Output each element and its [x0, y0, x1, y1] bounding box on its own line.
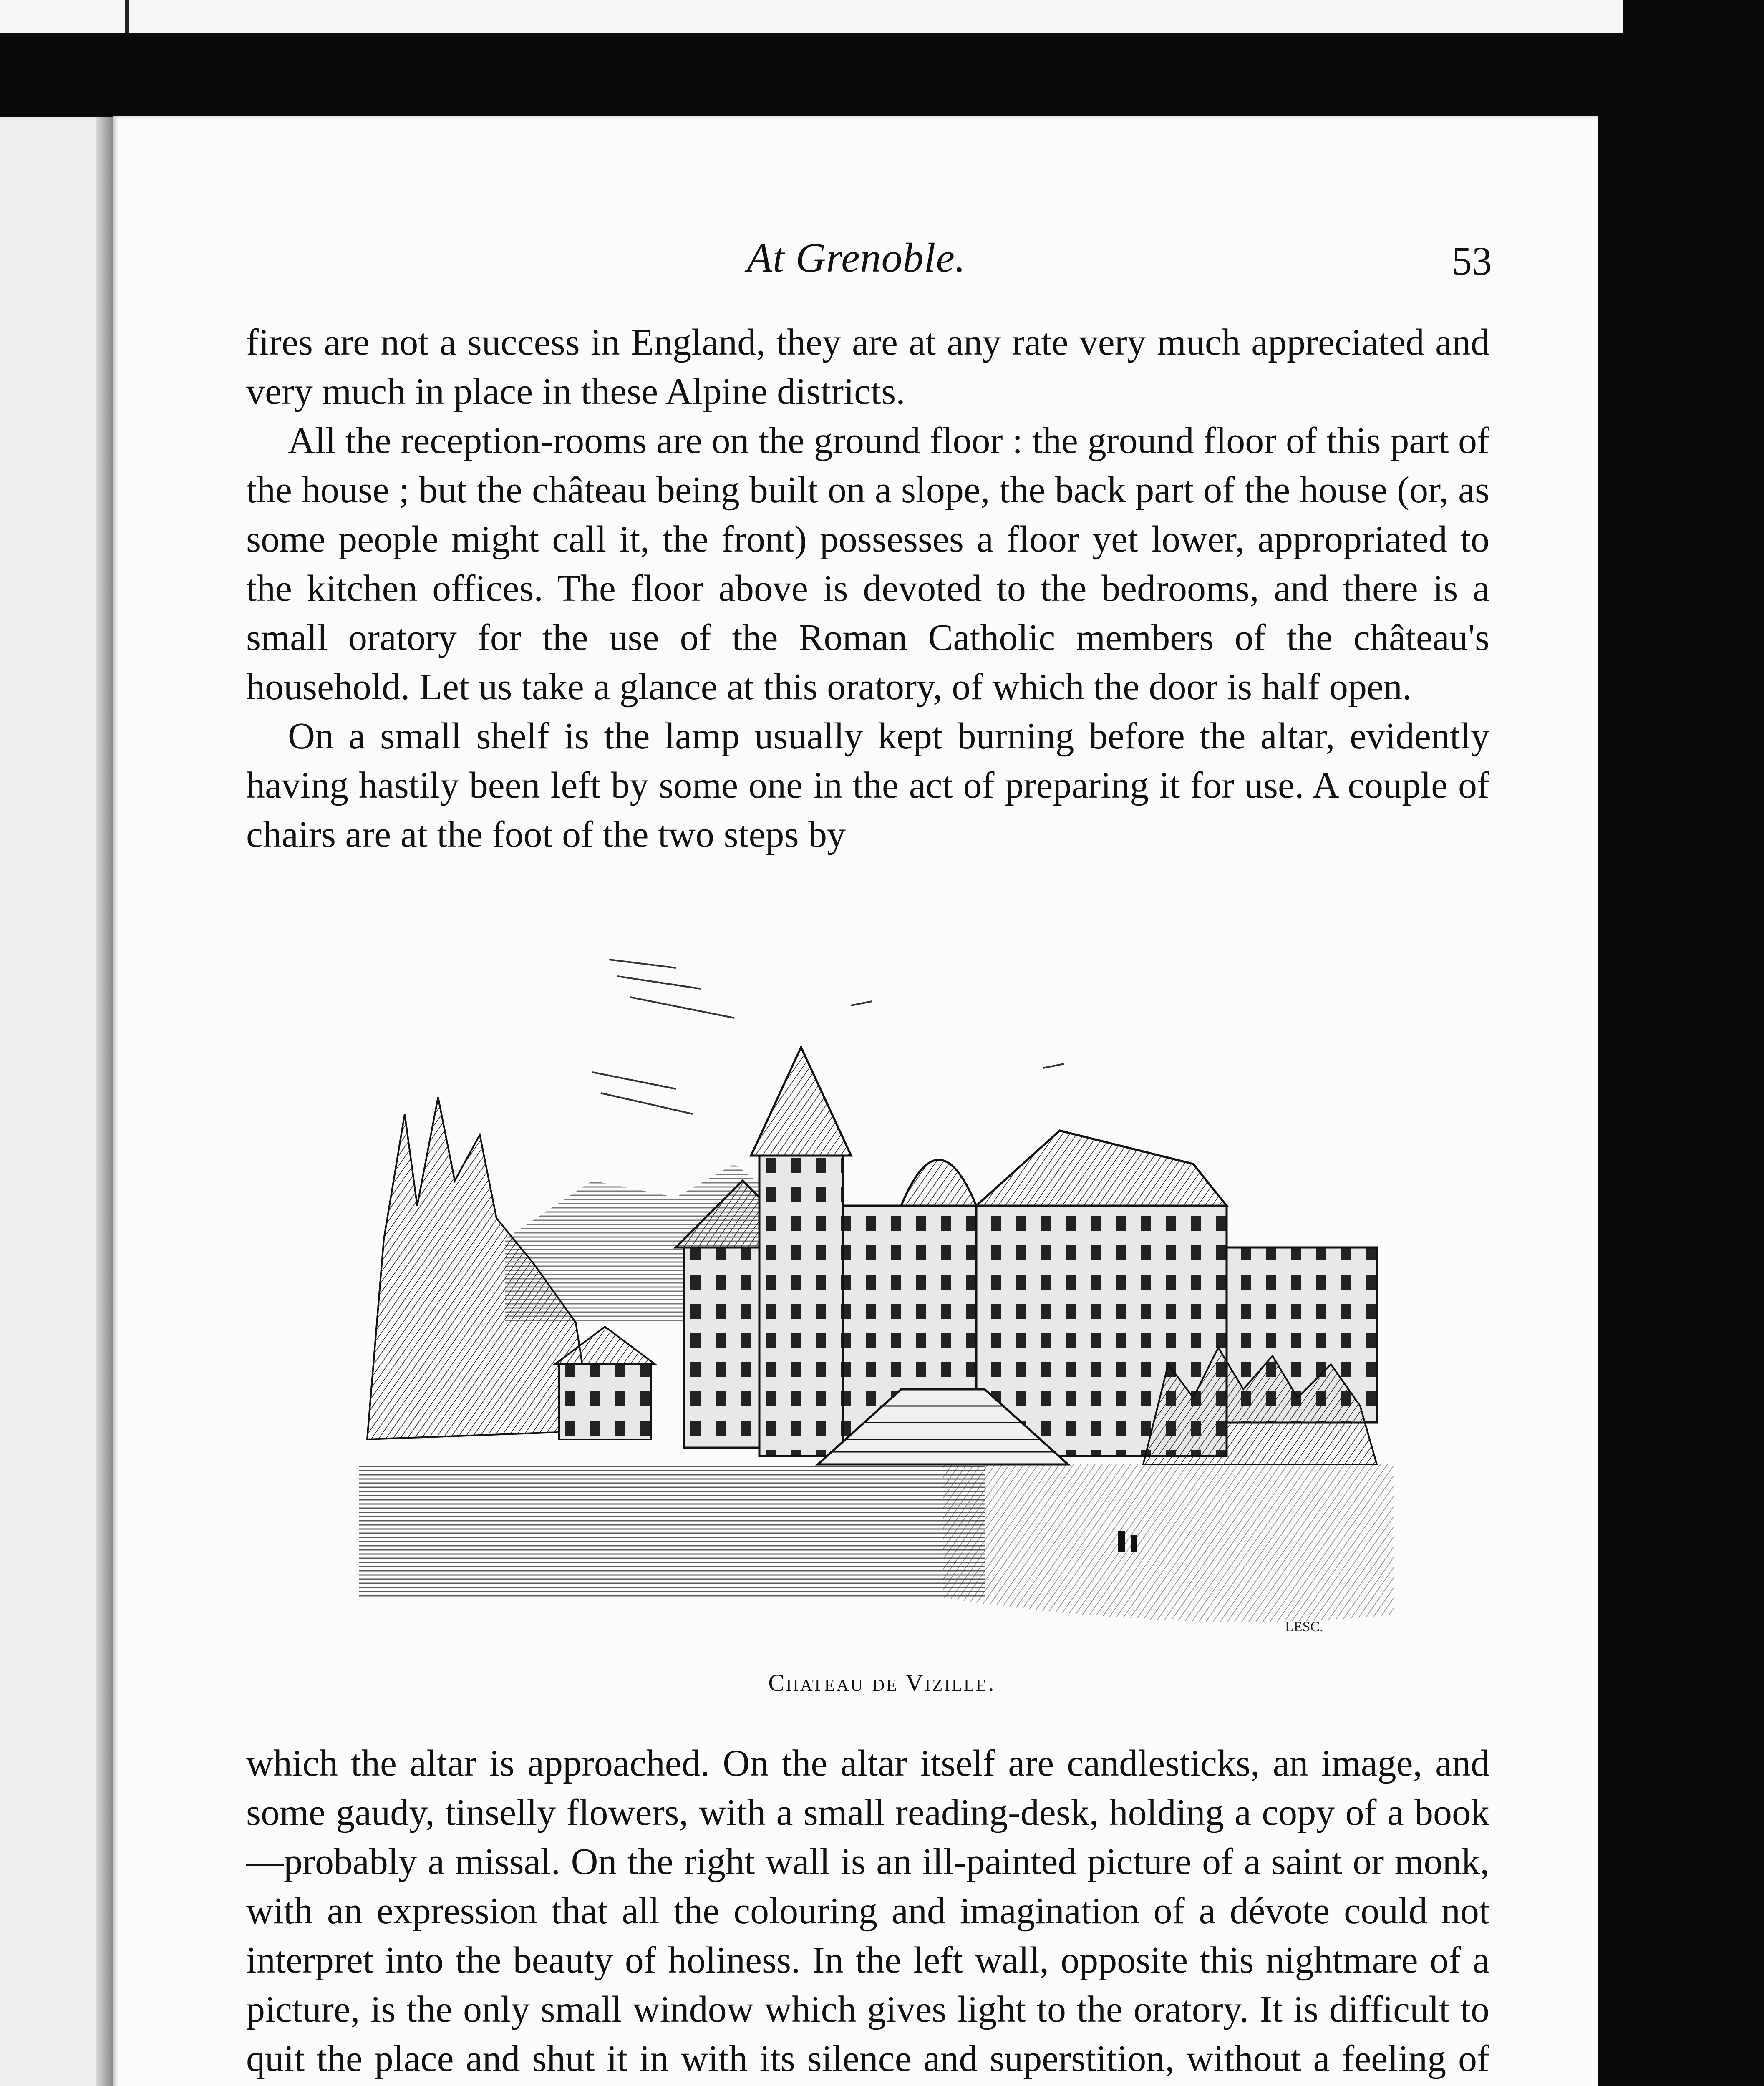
- sky-lines: [592, 960, 1064, 1114]
- engraving-illustration: [359, 947, 1394, 1656]
- paragraph: which the altar is approached. On the altar itself are candlesticks, an image, and some gaudy, tinselly flowers, with a small reading-desk, holding a copy of a book—probably a missal. On the right wall is an ill-painted picture of a saint or monk, with an expression that all the colouring and imagination of a dévote could not interpret into the beauty of holiness. In the left wall, opposite this nightmare of a picture, is the only small window which gives light to the oratory. It is difficult to quit the place and shut it in with its silence and superstition, without a feeling of: [246, 1743, 1489, 2079]
- gatehouse: [559, 1364, 651, 1439]
- riverbank: [943, 1464, 1394, 1622]
- engraver-mark: LESC.: [1285, 1619, 1323, 1635]
- gutter-shadow: [96, 117, 113, 2086]
- center-dome: [901, 1160, 976, 1206]
- facing-page-edge: [0, 117, 113, 2086]
- round-tower: [759, 1156, 843, 1456]
- body-text-bottom: [246, 1739, 1489, 2086]
- paragraph: On a small shelf is the lamp usually kept burning before the altar, evidently having hastily been left by some one in the act of preparing it for use. A couple of chairs are at the foot of the two steps by: [246, 715, 1489, 855]
- chateau-engraving: [359, 947, 1394, 1656]
- paragraph: All the reception-rooms are on the ground floor : the ground floor of this part of the house ; but the château being built on a slope, the back part of the house (or, as some people might call it, the front) possesses a floor yet lower, appropriated to the kitchen offices. The floor above is devoted to the bedrooms, and there is a small oratory for the use of the Roman Catholic members of the château's household. Let us take a glance at this oratory, of which the door is half open.: [246, 420, 1489, 708]
- scan-top-strip: [0, 0, 1623, 33]
- running-title: At Grenoble.: [747, 234, 966, 281]
- tower-spire: [751, 1047, 851, 1156]
- right-wing-roof: [976, 1131, 1227, 1206]
- figure-caption: Chateau de Vizille.: [768, 1669, 996, 1696]
- paragraph: fires are not a success in England, they are at any rate very much appreciated and very much in place in these Alpine districts.: [246, 322, 1489, 412]
- scan-top-divider: [125, 0, 129, 33]
- body-text-top: [246, 318, 1489, 859]
- water-reflection: [359, 1464, 985, 1598]
- page-number: 53: [1452, 239, 1492, 283]
